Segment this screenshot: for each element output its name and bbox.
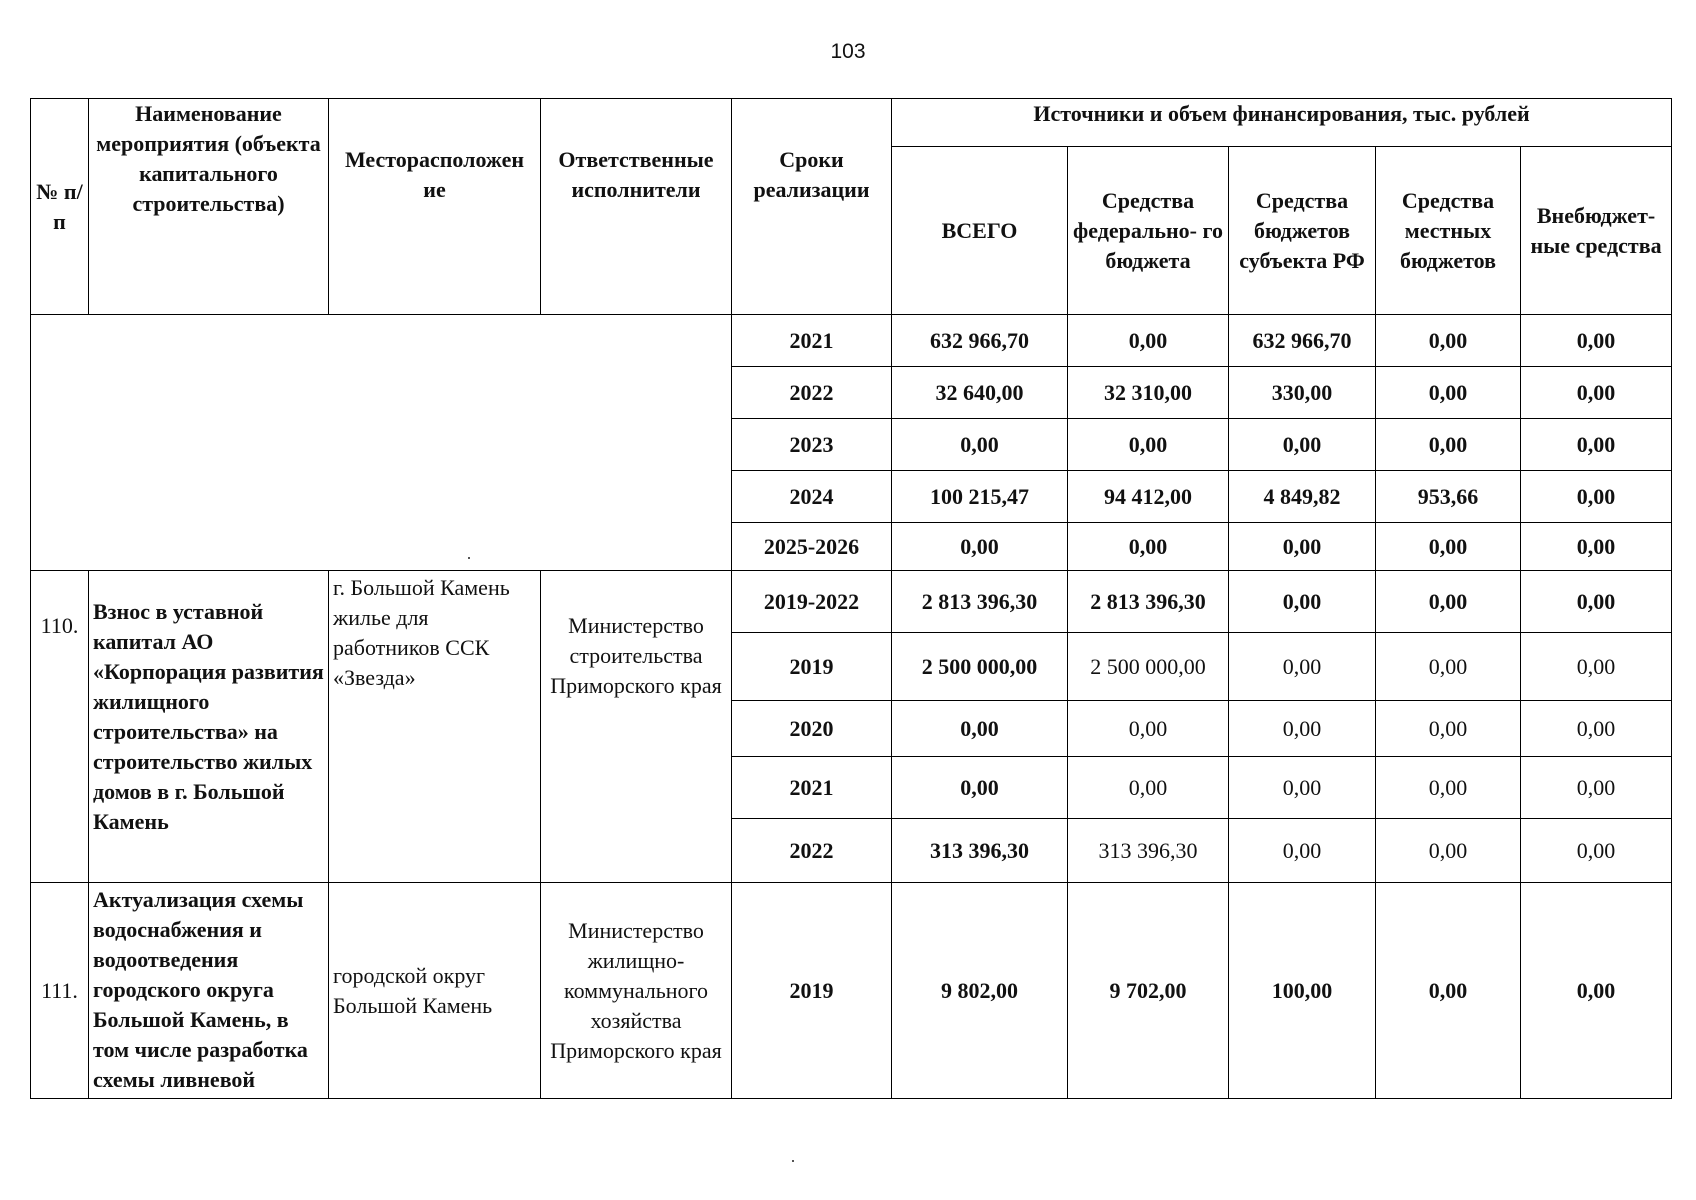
extra-cell: 0,00 — [1521, 419, 1672, 471]
extra-cell: 0,00 — [1521, 367, 1672, 419]
item-location: г. Большой Камень жилье для работников ССК «Звезда» — [329, 571, 541, 883]
period-cell: 2019 — [732, 633, 892, 701]
period-cell: 2023 — [732, 419, 892, 471]
subject-cell: 100,00 — [1229, 883, 1376, 1099]
total-cell: 100 215,47 — [892, 471, 1068, 523]
item-name: Актуализация схемы водоснабжения и водоотведения городского округа Большой Камень, в том числе разработка схемы ливневой — [89, 883, 329, 1099]
page-number: 103 — [830, 40, 866, 63]
total-cell: 32 640,00 — [892, 367, 1068, 419]
federal-cell: 313 396,30 — [1068, 819, 1229, 883]
extra-cell: 0,00 — [1521, 471, 1672, 523]
local-cell: 0,00 — [1376, 883, 1521, 1099]
extra-cell: 0,00 — [1521, 883, 1672, 1099]
item-name: Взнос в уставной капитал АО «Корпорация развития жилищного строительства» на строительство жилых домов в г. Большой Камень — [89, 571, 329, 883]
federal-cell: 2 813 396,30 — [1068, 571, 1229, 633]
local-cell: 0,00 — [1376, 419, 1521, 471]
total-cell: 2 813 396,30 — [892, 571, 1068, 633]
extra-cell: 0,00 — [1521, 757, 1672, 819]
total-cell: 0,00 — [892, 523, 1068, 571]
subject-cell: 0,00 — [1229, 757, 1376, 819]
total-cell: 2 500 000,00 — [892, 633, 1068, 701]
period-cell: 2019-2022 — [732, 571, 892, 633]
subject-cell: 330,00 — [1229, 367, 1376, 419]
subject-cell: 0,00 — [1229, 571, 1376, 633]
federal-cell: 0,00 — [1068, 315, 1229, 367]
header-local: Средства местных бюджетов — [1376, 147, 1521, 315]
subject-cell: 0,00 — [1229, 523, 1376, 571]
header-extra: Внебюджет- ные средства — [1521, 147, 1672, 315]
local-cell: 0,00 — [1376, 757, 1521, 819]
total-cell: 313 396,30 — [892, 819, 1068, 883]
period-cell: 2020 — [732, 701, 892, 757]
period-cell: 2021 — [732, 757, 892, 819]
item-executor: Министерство строительства Приморского края — [541, 571, 732, 883]
federal-cell: 94 412,00 — [1068, 471, 1229, 523]
federal-cell: 9 702,00 — [1068, 883, 1229, 1099]
local-cell: 0,00 — [1376, 571, 1521, 633]
extra-cell: 0,00 — [1521, 523, 1672, 571]
total-cell: 9 802,00 — [892, 883, 1068, 1099]
extra-cell: 0,00 — [1521, 701, 1672, 757]
extra-cell: 0,00 — [1521, 571, 1672, 633]
subject-cell: 0,00 — [1229, 819, 1376, 883]
table-row — [31, 883, 1672, 1099]
federal-cell: 0,00 — [1068, 757, 1229, 819]
subject-cell: 4 849,82 — [1229, 471, 1376, 523]
period-cell: 2022 — [732, 819, 892, 883]
header-federal: Средства федерально- го бюджета — [1068, 147, 1229, 315]
item-location: городской округ Большой Камень — [329, 883, 541, 1099]
period-cell: 2022 — [732, 367, 892, 419]
federal-cell: 0,00 — [1068, 523, 1229, 571]
total-cell: 0,00 — [892, 701, 1068, 757]
subject-cell: 0,00 — [1229, 701, 1376, 757]
header-location: Месторасположен ие — [329, 99, 541, 315]
local-cell: 0,00 — [1376, 315, 1521, 367]
header-executors: Ответственные исполнители — [541, 99, 732, 315]
header-total: ВСЕГО — [892, 147, 1068, 315]
item-number: 111. — [31, 883, 89, 1099]
header-terms: Сроки реализации — [732, 99, 892, 315]
extra-cell: 0,00 — [1521, 315, 1672, 367]
local-cell: 953,66 — [1376, 471, 1521, 523]
period-cell: 2024 — [732, 471, 892, 523]
subject-cell: 0,00 — [1229, 633, 1376, 701]
local-cell: 0,00 — [1376, 633, 1521, 701]
federal-cell: 0,00 — [1068, 419, 1229, 471]
federal-cell: 32 310,00 — [1068, 367, 1229, 419]
period-cell: 2025-2026 — [732, 523, 892, 571]
financing-table — [30, 98, 1672, 1099]
subject-cell: 0,00 — [1229, 419, 1376, 471]
header-num: № п/п — [31, 99, 89, 315]
header-sources: Источники и объем финансирования, тыс. рублей — [892, 99, 1672, 147]
scan-speck — [468, 557, 470, 559]
federal-cell: 0,00 — [1068, 701, 1229, 757]
local-cell: 0,00 — [1376, 523, 1521, 571]
item-number: 110. — [31, 571, 89, 883]
header-name: Наименование мероприятия (объекта капитального строительства) — [89, 99, 329, 315]
local-cell: 0,00 — [1376, 819, 1521, 883]
local-cell: 0,00 — [1376, 701, 1521, 757]
period-cell: 2019 — [732, 883, 892, 1099]
local-cell: 0,00 — [1376, 367, 1521, 419]
table-row — [31, 571, 1672, 633]
total-cell: 0,00 — [892, 757, 1068, 819]
federal-cell: 2 500 000,00 — [1068, 633, 1229, 701]
header-subject: Средства бюджетов субъекта РФ — [1229, 147, 1376, 315]
subject-cell: 632 966,70 — [1229, 315, 1376, 367]
period-cell: 2021 — [732, 315, 892, 367]
continuation-blank-cell — [31, 315, 732, 571]
extra-cell: 0,00 — [1521, 819, 1672, 883]
total-cell: 0,00 — [892, 419, 1068, 471]
table-row — [31, 315, 1672, 367]
total-cell: 632 966,70 — [892, 315, 1068, 367]
scan-speck — [792, 1160, 794, 1162]
extra-cell: 0,00 — [1521, 633, 1672, 701]
item-executor: Министерство жилищно- коммунального хозяйства Приморского края — [541, 883, 732, 1099]
